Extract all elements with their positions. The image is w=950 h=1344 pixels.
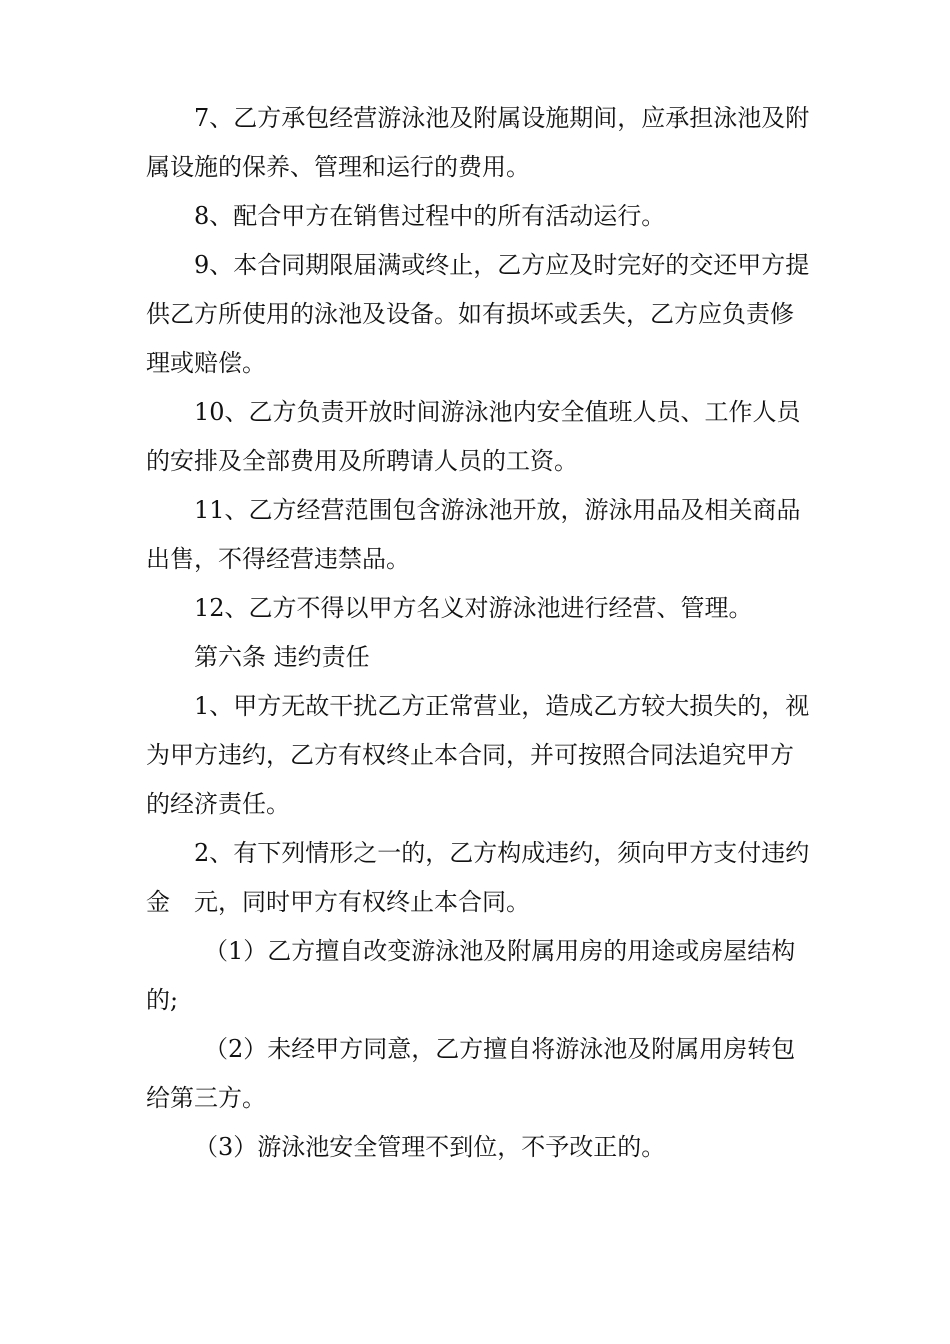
clause-9: 9、本合同期限届满或终止，乙方应及时完好的交还甲方提供乙方所使用的泳池及设备。如有损坏或丢失，乙方应负责修理或赔偿。: [146, 251, 810, 377]
clause-11: 11、乙方经营范围包含游泳池开放，游泳用品及相关商品出售，不得经营违禁品。: [146, 496, 801, 573]
liability-clause-1: 1、甲方无故干扰乙方正常营业，造成乙方较大损失的，视为甲方违约，乙方有权终止本合同，并可按照合同法追究甲方的经济责任。: [146, 692, 810, 818]
breach-item-1: （1）乙方擅自改变游泳池及附属用房的用途或房屋结构的;: [146, 937, 796, 1014]
breach-item-2: （2）未经甲方同意，乙方擅自将游泳池及附属用房转包给第三方。: [146, 1035, 796, 1112]
clause-10: 10、乙方负责开放时间游泳池内安全值班人员、工作人员的安排及全部费用及所聘请人员的工资。: [146, 398, 801, 475]
section-heading-article-6: 第六条 违约责任: [194, 643, 370, 671]
clause-12: 12、乙方不得以甲方名义对游泳池进行经营、管理。: [194, 594, 753, 622]
breach-item-3: （3）游泳池安全管理不到位，不予改正的。: [194, 1133, 666, 1161]
document-body: [146, 94, 810, 1172]
clause-8: 8、配合甲方在销售过程中的所有活动运行。: [194, 202, 666, 230]
clause-7: 7、乙方承包经营游泳池及附属设施期间，应承担泳池及附属设施的保养、管理和运行的费用。: [146, 104, 810, 181]
liability-clause-2: 2、有下列情形之一的，乙方构成违约，须向甲方支付违约金 元，同时甲方有权终止本合同。: [146, 839, 810, 916]
